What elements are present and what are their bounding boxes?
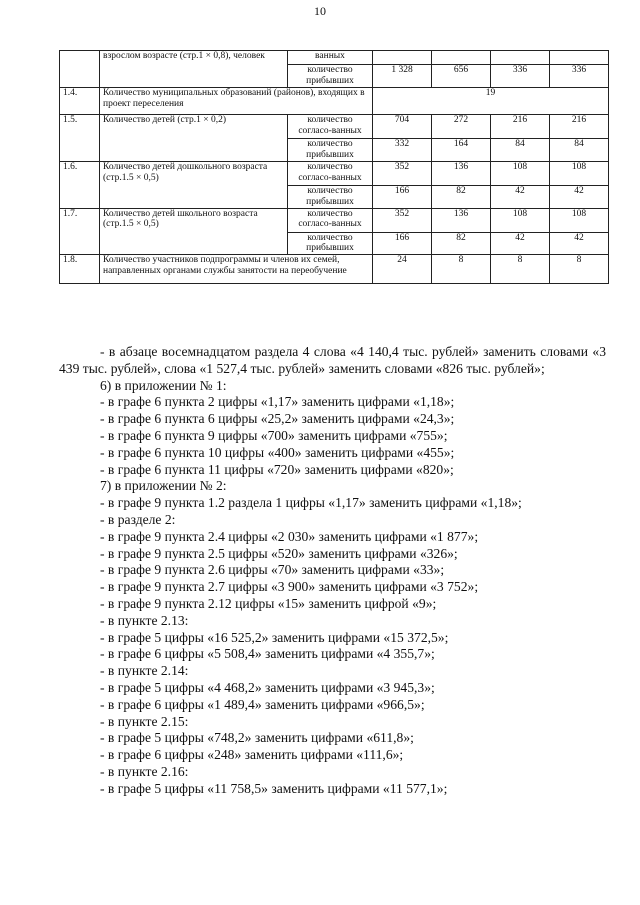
table-cell: 336 bbox=[550, 65, 609, 88]
paragraph: - в графе 6 пункта 10 цифры «400» заменить цифрами «455»; bbox=[100, 444, 455, 460]
row-number: 1.7. bbox=[60, 208, 100, 255]
table-cell: 108 bbox=[550, 161, 609, 185]
paragraph: - в графе 5 цифры «11 758,5» заменить цифрами «11 577,1»; bbox=[100, 780, 448, 796]
data-table bbox=[59, 50, 609, 284]
paragraph: - в графе 6 цифры «1 489,4» заменить цифрами «966,5»; bbox=[100, 696, 425, 712]
paragraph: - в графе 9 пункта 2.6 цифры «70» заменить цифрами «33»; bbox=[100, 562, 445, 578]
row-description: Количество участников подпрограммы и членов их семей, направленных органами службы занятости на переобучение bbox=[100, 255, 373, 284]
paragraph: - в графе 6 пункта 9 цифры «700» заменить цифрами «755»; bbox=[100, 427, 448, 443]
table-cell: 352 bbox=[373, 208, 432, 232]
table-cell: 352 bbox=[373, 161, 432, 185]
row-unit: количество прибывших bbox=[288, 232, 373, 255]
table-cell: 108 bbox=[550, 208, 609, 232]
table-cell bbox=[432, 51, 491, 65]
table-cell: 108 bbox=[491, 161, 550, 185]
paragraph: 7) в приложении № 2: bbox=[100, 478, 227, 494]
table-cell bbox=[373, 51, 432, 65]
row-unit: количество прибывших bbox=[288, 138, 373, 161]
table-cell: 24 bbox=[373, 255, 432, 284]
table-cell bbox=[491, 51, 550, 65]
row-unit: количество прибывших bbox=[288, 185, 373, 208]
paragraph: - в пункте 2.15: bbox=[100, 713, 189, 729]
row-unit: количество прибывших bbox=[288, 65, 373, 88]
paragraph: - в графе 9 пункта 2.5 цифры «520» заменить цифрами «326»; bbox=[100, 545, 458, 561]
table-row bbox=[60, 255, 609, 284]
table-cell: 82 bbox=[432, 232, 491, 255]
paragraph: 6) в приложении № 1: bbox=[100, 377, 227, 393]
paragraph: - в графе 6 пункта 6 цифры «25,2» заменить цифрами «24,3»; bbox=[100, 411, 455, 427]
table-row bbox=[60, 51, 609, 65]
table-row bbox=[60, 161, 609, 185]
table-cell: 42 bbox=[491, 232, 550, 255]
row-number: 1.8. bbox=[60, 255, 100, 284]
table-cell: 108 bbox=[491, 208, 550, 232]
table-cell: 272 bbox=[432, 114, 491, 138]
table-cell: 8 bbox=[432, 255, 491, 284]
table-cell: 8 bbox=[491, 255, 550, 284]
table-cell-merged: 19 bbox=[373, 87, 609, 114]
table-cell: 136 bbox=[432, 208, 491, 232]
paragraph: - в графе 5 цифры «748,2» заменить цифрами «611,8»; bbox=[100, 730, 414, 746]
row-description: Количество детей дошкольного возраста (стр.1.5 × 0,5) bbox=[100, 161, 288, 208]
row-unit: количество согласо-ванных bbox=[288, 208, 373, 232]
row-number: 1.6. bbox=[60, 161, 100, 208]
paragraph: - в графе 6 пункта 11 цифры «720» заменить цифрами «820»; bbox=[100, 461, 454, 477]
paragraph: - в графе 6 цифры «5 508,4» заменить цифрами «4 355,7»; bbox=[100, 646, 435, 662]
table-cell: 656 bbox=[432, 65, 491, 88]
row-description: Количество детей (стр.1 × 0,2) bbox=[100, 114, 288, 161]
paragraph: - в графе 6 пункта 2 цифры «1,17» заменить цифрами «1,18»; bbox=[100, 394, 455, 410]
table-cell: 1 328 bbox=[373, 65, 432, 88]
row-description: взрослом возрасте (стр.1 × 0,8), человек bbox=[100, 51, 288, 88]
document-body bbox=[59, 344, 606, 798]
table-cell: 42 bbox=[491, 185, 550, 208]
table-cell bbox=[550, 51, 609, 65]
page-number: 10 bbox=[314, 4, 326, 18]
paragraph: - в графе 5 цифры «16 525,2» заменить цифрами «15 372,5»; bbox=[100, 629, 449, 645]
table-cell: 42 bbox=[550, 232, 609, 255]
row-unit: ванных bbox=[288, 51, 373, 65]
paragraph: - в графе 9 пункта 2.12 цифры «15» заменить цифрой «9»; bbox=[100, 595, 437, 611]
row-description: Количество детей школьного возраста (стр.1.5 × 0,5) bbox=[100, 208, 288, 255]
table-row bbox=[60, 208, 609, 232]
paragraph: - в графе 9 пункта 2.7 цифры «3 900» заменить цифрами «3 752»; bbox=[100, 579, 479, 595]
paragraph: - в графе 5 цифры «4 468,2» заменить цифрами «3 945,3»; bbox=[100, 679, 435, 695]
paragraph: - в абзаце восемнадцатом раздела 4 слова «4 140,4 тыс. рублей» заменить словами «3 439 тыс. рублей», слова «1 527,4 тыс. рублей» заменить словами «826 тыс. рублей»; bbox=[59, 344, 606, 376]
table-cell: 704 bbox=[373, 114, 432, 138]
table-cell: 336 bbox=[491, 65, 550, 88]
paragraph: - в графе 9 пункта 1.2 раздела 1 цифры «1,17» заменить цифрами «1,18»; bbox=[100, 495, 522, 511]
table-cell: 136 bbox=[432, 161, 491, 185]
table-cell: 84 bbox=[550, 138, 609, 161]
table-cell: 82 bbox=[432, 185, 491, 208]
row-unit: количество согласо-ванных bbox=[288, 114, 373, 138]
table-row bbox=[60, 87, 609, 114]
row-description: Количество муниципальных образований (районов), входящих в проект переселения bbox=[100, 87, 373, 114]
table-cell: 166 bbox=[373, 185, 432, 208]
paragraph: - в разделе 2: bbox=[100, 511, 176, 527]
table-cell: 216 bbox=[550, 114, 609, 138]
row-unit: количество согласо-ванных bbox=[288, 161, 373, 185]
paragraph: - в графе 6 цифры «248» заменить цифрами «111,6»; bbox=[100, 747, 404, 763]
table-cell: 216 bbox=[491, 114, 550, 138]
table-cell: 8 bbox=[550, 255, 609, 284]
table-cell: 84 bbox=[491, 138, 550, 161]
table-cell: 164 bbox=[432, 138, 491, 161]
row-number bbox=[60, 51, 100, 88]
paragraph: - в графе 9 пункта 2.4 цифры «2 030» заменить цифрами «1 877»; bbox=[100, 528, 479, 544]
paragraph: - в пункте 2.14: bbox=[100, 663, 189, 679]
table-cell: 42 bbox=[550, 185, 609, 208]
table-row bbox=[60, 114, 609, 138]
row-number: 1.5. bbox=[60, 114, 100, 161]
table-cell: 332 bbox=[373, 138, 432, 161]
paragraph: - в пункте 2.13: bbox=[100, 612, 189, 628]
paragraph: - в пункте 2.16: bbox=[100, 763, 189, 779]
table-cell: 166 bbox=[373, 232, 432, 255]
row-number: 1.4. bbox=[60, 87, 100, 114]
